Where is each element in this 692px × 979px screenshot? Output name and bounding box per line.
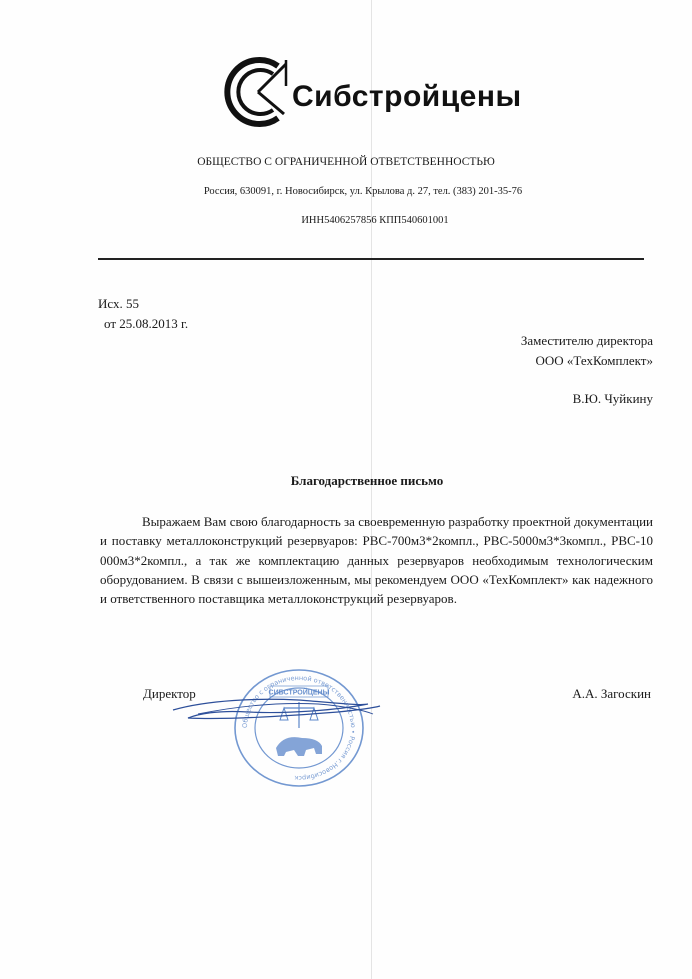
signatory-role: Директор bbox=[143, 686, 196, 701]
addressee-position: Заместителю директора bbox=[520, 333, 653, 348]
organization-type: ОБЩЕСТВО С ОГРАНИЧЕННОЙ ОТВЕТСТВЕННОСТЬЮ bbox=[197, 156, 495, 168]
signatory-name: А.А. Загоскин bbox=[572, 686, 651, 701]
handwritten-signature bbox=[168, 680, 388, 730]
addressee-block bbox=[521, 331, 653, 371]
seal-ring-text: Общество с ограниченной ответственностью • Россия г.Новосибирск bbox=[240, 673, 358, 783]
company-logo-text: Сибстройцены bbox=[292, 80, 522, 113]
company-logo bbox=[218, 52, 538, 132]
addressee-company: ООО «ТехКомплект» bbox=[535, 353, 653, 368]
outgoing-number: Исх. 55 bbox=[98, 296, 139, 311]
letter-body: Выражаем Вам свою благодарность за своевременную разработку проектной документации и поставку металлоконструкций резервуаров: РВС-700м3*2компл., РВС-5000м3*3компл., РВС-10 000м3*2компл., а так же комплектацию данных резервуаров необходимым технологическим оборудованием. В связи с вышеизложенным, мы рекомендуем ООО «ТехКомплект» как надежного и ответственного поставщика металлоконструкций резервуаров. bbox=[100, 514, 653, 607]
seal-center-text: СИБСТРОЙЦЕНЫ bbox=[268, 689, 330, 697]
scan-fold-line bbox=[371, 0, 372, 979]
company-inn-kpp: ИНН5406257856 КПП540601001 bbox=[301, 215, 449, 226]
addressee-name: В.Ю. Чуйкину bbox=[572, 391, 653, 406]
letter-title: Благодарственное письмо bbox=[290, 473, 444, 488]
outgoing-date: от 25.08.2013 г. bbox=[104, 316, 189, 331]
company-address: Россия, 630091, г. Новосибирск, ул. Крылова д. 27, тел. (383) 201-35-76 bbox=[203, 186, 523, 197]
header-divider bbox=[98, 258, 644, 260]
